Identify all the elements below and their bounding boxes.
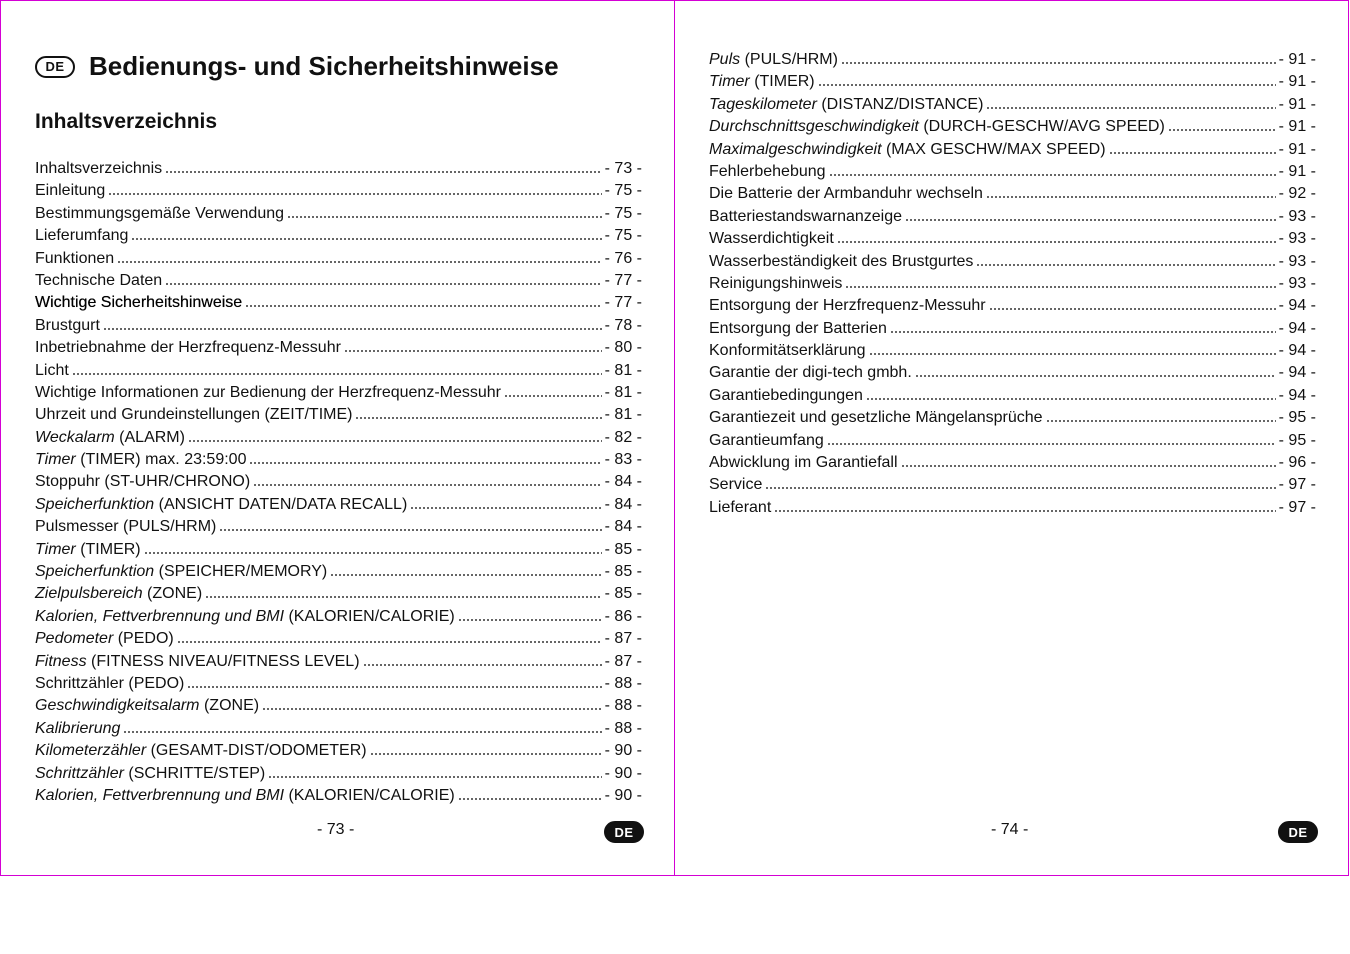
- dot-leader: [1046, 408, 1276, 422]
- toc-entry[interactable]: [35, 696, 642, 718]
- toc-entry-label: [709, 499, 771, 517]
- toc-entry[interactable]: [35, 674, 642, 696]
- toc-page-number: - 91 -: [1278, 118, 1316, 136]
- toc-entry-italic: Timer: [709, 73, 750, 91]
- toc-entry-text: Schrittzähler (PEDO): [35, 674, 185, 692]
- dot-leader: [837, 229, 1276, 243]
- toc-entry-text: (DISTANZ/DISTANCE): [816, 95, 984, 113]
- toc-entry-label: [35, 541, 141, 559]
- toc-entry-label: [709, 409, 1043, 427]
- toc-entry-italic: Timer: [35, 451, 76, 469]
- toc-page-number: - 75 -: [604, 204, 642, 222]
- toc-page-number: - 94 -: [1278, 364, 1316, 382]
- toc-entry-italic: Tageskilometer: [709, 95, 817, 113]
- toc-page-number: - 81 -: [604, 361, 642, 379]
- toc-entry-label: [35, 787, 455, 805]
- toc-entry-text: Garantie der digi-tech gmbh.: [709, 364, 912, 382]
- toc-page-number: - 91 -: [1278, 95, 1316, 113]
- toc-entry-label: [709, 208, 902, 226]
- dot-leader: [205, 584, 602, 598]
- toc-entry[interactable]: [709, 274, 1316, 296]
- toc-entry[interactable]: [709, 319, 1316, 341]
- page-number: - 74 -: [991, 821, 1029, 838]
- dot-leader: [1109, 140, 1276, 154]
- dot-leader: [177, 629, 602, 643]
- toc-entry-label: [709, 185, 983, 203]
- toc-page-number: - 97 -: [1278, 476, 1316, 494]
- toc-page-number: - 77 -: [604, 294, 642, 312]
- toc-entry-italic: Speicherfunktion: [35, 563, 155, 581]
- footer-language-badge: DE: [604, 821, 644, 843]
- toc-entry-text: Garantieumfang: [709, 431, 824, 449]
- toc-page-number: - 85 -: [604, 540, 642, 558]
- dot-leader: [123, 719, 601, 733]
- dot-leader: [72, 361, 602, 375]
- toc-page-number: - 88 -: [604, 697, 642, 715]
- toc-entry[interactable]: [709, 386, 1316, 408]
- toc-entry-text: (PEDO): [113, 630, 174, 648]
- toc-entry[interactable]: [709, 296, 1316, 318]
- dot-leader: [165, 159, 601, 173]
- toc-page-number: - 88 -: [604, 674, 642, 692]
- toc-entry[interactable]: [35, 405, 642, 427]
- toc-entry-text: Lieferant: [709, 498, 772, 516]
- dot-leader: [287, 204, 602, 218]
- toc-page-number: - 90 -: [604, 764, 642, 782]
- toc-entry-label: [35, 496, 407, 514]
- toc-entry-italic: Geschwindigkeitsalarm: [35, 697, 200, 715]
- toc-page-number: - 94 -: [1278, 342, 1316, 360]
- toc-entry-label: [709, 476, 762, 494]
- toc-page-number: - 92 -: [1278, 185, 1316, 203]
- toc-entry-text: (PULS/HRM): [740, 51, 838, 68]
- toc-entry-label: [709, 432, 824, 450]
- toc-page-number: - 93 -: [1278, 230, 1316, 248]
- toc-entry[interactable]: [709, 95, 1316, 117]
- toc-list-left: [35, 159, 642, 808]
- toc-entry[interactable]: [35, 472, 642, 494]
- toc-entry-label: [709, 454, 898, 472]
- toc-entry-text: Funktionen: [35, 249, 115, 267]
- dot-leader: [890, 319, 1276, 333]
- dot-leader: [905, 207, 1276, 221]
- toc-entry[interactable]: [709, 341, 1316, 363]
- toc-entry-label: [35, 697, 259, 715]
- dot-leader: [504, 383, 602, 397]
- toc-entry[interactable]: [35, 607, 642, 629]
- toc-entry-text: Entsorgung der Herzfrequenz-Messuhr: [709, 297, 986, 315]
- toc-entry-text: Uhrzeit und Grundeinstellungen (ZEIT/TIME): [35, 406, 353, 424]
- dot-leader: [253, 472, 602, 486]
- toc-page-number: - 84 -: [604, 495, 642, 513]
- toc-entry-label: [709, 141, 1106, 159]
- toc-entry[interactable]: [35, 338, 642, 360]
- dot-leader: [915, 363, 1276, 377]
- toc-entry-text: Service: [709, 476, 763, 494]
- toc-page-number: - 84 -: [604, 518, 642, 536]
- dot-leader: [986, 95, 1275, 109]
- toc-entry-text: Pulsmesser (PULS/HRM): [35, 518, 217, 536]
- toc-entry-label: [35, 585, 202, 603]
- toc-entry-label: [35, 272, 162, 290]
- toc-entry[interactable]: [35, 226, 642, 248]
- toc-entry-label: [709, 118, 1165, 136]
- toc-entry-text: Garantiebedingungen: [709, 386, 863, 404]
- toc-entry-label: [35, 182, 105, 200]
- toc-entry[interactable]: [709, 453, 1316, 475]
- right-page: [674, 0, 1349, 876]
- toc-page-number: - 95 -: [1278, 409, 1316, 427]
- toc-entry-text: (TIMER): [75, 540, 141, 558]
- toc-entry-text: Reinigungshinweis: [709, 274, 843, 292]
- dot-leader: [165, 271, 601, 285]
- toc-entry-label: [35, 451, 246, 469]
- dot-leader: [245, 293, 601, 307]
- toc-entry-text: Wichtige Sicherheitshinweise: [35, 294, 243, 312]
- toc-entry[interactable]: [35, 249, 642, 271]
- toc-entry[interactable]: [35, 764, 642, 786]
- toc-entry-italic: Schrittzähler: [35, 764, 124, 782]
- dot-leader: [344, 338, 602, 352]
- toc-entry-text: Inhaltsverzeichnis: [35, 160, 163, 177]
- toc-entry[interactable]: [35, 652, 642, 674]
- toc-entry[interactable]: [35, 361, 642, 383]
- toc-entry-label: [709, 275, 842, 293]
- toc-entry[interactable]: [35, 741, 642, 763]
- toc-entry-label: [709, 73, 815, 91]
- toc-entry[interactable]: [35, 786, 642, 808]
- toc-entry-text: Konformitätserklärung: [709, 342, 866, 360]
- dot-leader: [144, 540, 602, 554]
- toc-page-number: - 81 -: [604, 383, 642, 401]
- dot-leader: [410, 495, 601, 509]
- toc-page-number: - 77 -: [604, 271, 642, 289]
- toc-entry-text: Stoppuhr (ST-UHR/CHRONO): [35, 473, 251, 491]
- dot-leader: [262, 696, 602, 710]
- toc-entry-text: (TIMER): [749, 73, 815, 91]
- toc-page-number: - 75 -: [604, 182, 642, 200]
- toc-entry-italic: Speicherfunktion: [35, 495, 155, 513]
- toc-entry[interactable]: [35, 562, 642, 584]
- toc-entry[interactable]: [35, 181, 642, 203]
- toc-entry-text: Batteriestandswarnanzeige: [709, 207, 903, 225]
- dot-leader: [370, 741, 602, 755]
- toc-page-number: - 91 -: [1278, 51, 1316, 68]
- toc-entry[interactable]: [709, 229, 1316, 251]
- toc-entry[interactable]: [709, 252, 1316, 274]
- toc-page-number: - 86 -: [604, 607, 642, 625]
- dot-leader: [1168, 117, 1276, 131]
- toc-entry-label: [35, 518, 216, 536]
- toc-heading: Inhaltsverzeichnis: [35, 110, 218, 133]
- dot-leader: [986, 184, 1276, 198]
- dot-leader: [458, 786, 602, 800]
- toc-page-number: - 90 -: [604, 786, 642, 804]
- toc-entry-italic: Kalorien, Fettverbrennung und BMI: [35, 607, 285, 625]
- language-badge: DE: [35, 56, 75, 78]
- toc-page-number: - 88 -: [604, 719, 642, 737]
- dot-leader: [989, 296, 1276, 310]
- toc-page-number: - 82 -: [604, 428, 642, 446]
- toc-entry-text: (ZONE): [199, 697, 260, 715]
- toc-entry-label: [709, 163, 826, 181]
- toc-entry-text: (GESAMT-DIST/ODOMETER): [146, 742, 367, 760]
- toc-entry-text: (DURCH-GESCHW/AVG SPEED): [918, 118, 1165, 136]
- toc-entry-text: Garantiezeit und gesetzliche Mängelansprüche: [709, 409, 1043, 427]
- dot-leader: [818, 72, 1276, 86]
- toc-entry-italic: Weckalarm: [35, 428, 115, 446]
- toc-entry-label: [35, 473, 250, 491]
- toc-entry[interactable]: [35, 540, 642, 562]
- dot-leader: [866, 386, 1276, 400]
- toc-entry-text: (MAX GESCHW/MAX SPEED): [881, 140, 1106, 158]
- dot-leader: [869, 341, 1276, 355]
- toc-entry[interactable]: [709, 50, 1316, 72]
- toc-entry-text: Abwicklung im Garantiefall: [709, 454, 898, 472]
- footer-language-badge: DE: [1278, 821, 1318, 843]
- toc-entry-label: [709, 364, 912, 382]
- page-number: - 73 -: [317, 821, 355, 838]
- toc-entry-label: [35, 294, 242, 312]
- dot-leader: [458, 607, 602, 621]
- toc-page-number: - 97 -: [1278, 498, 1316, 516]
- toc-page-number: - 87 -: [604, 630, 642, 648]
- toc-page-number: - 93 -: [1278, 252, 1316, 270]
- toc-page-number: - 87 -: [604, 652, 642, 670]
- toc-entry-italic: Kalorien, Fettverbrennung und BMI: [35, 786, 285, 804]
- toc-entry-italic: Pedometer: [35, 630, 114, 648]
- toc-entry-text: Brustgurt: [35, 316, 100, 334]
- toc-entry-label: [35, 675, 184, 693]
- toc-entry-label: [35, 227, 128, 245]
- toc-page-number: - 90 -: [604, 742, 642, 760]
- toc-entry[interactable]: [709, 408, 1316, 430]
- toc-page-number: - 75 -: [604, 227, 642, 245]
- toc-entry-label: [35, 362, 69, 380]
- toc-page-number: - 95 -: [1278, 431, 1316, 449]
- toc-entry-label: [35, 653, 360, 671]
- toc-entry[interactable]: [709, 117, 1316, 139]
- toc-entry[interactable]: [35, 383, 642, 405]
- left-page: [0, 0, 675, 876]
- dot-leader: [131, 226, 601, 240]
- toc-entry-text: (FITNESS NIVEAU/FITNESS LEVEL): [86, 652, 360, 670]
- dot-leader: [219, 517, 601, 531]
- toc-entry-label: [35, 205, 284, 223]
- dot-leader: [841, 50, 1276, 64]
- toc-entry-label: [709, 96, 983, 114]
- dot-leader: [827, 431, 1276, 445]
- toc-entry-italic: Maximalgeschwindigkeit: [709, 140, 882, 158]
- toc-entry-text: (SPEICHER/MEMORY): [154, 563, 328, 581]
- toc-entry-label: [35, 250, 114, 268]
- toc-entry-italic: Zielpulsbereich: [35, 585, 143, 603]
- toc-entry-label: [35, 630, 174, 648]
- toc-entry[interactable]: [35, 316, 642, 338]
- toc-entry-italic: Fitness: [35, 652, 87, 670]
- toc-entry-text: Wasserbeständigkeit des Brustgurtes: [709, 252, 974, 270]
- toc-page-number: - 94 -: [1278, 386, 1316, 404]
- toc-page-number: - 96 -: [1278, 454, 1316, 472]
- toc-page-number: - 91 -: [1278, 73, 1316, 91]
- toc-entry-text: Lieferumfang: [35, 227, 129, 245]
- toc-entry-text: (KALORIEN/CALORIE): [284, 607, 455, 625]
- toc-entry[interactable]: [709, 72, 1316, 94]
- toc-page-number: - 94 -: [1278, 319, 1316, 337]
- toc-entry[interactable]: [709, 184, 1316, 206]
- toc-entry-label: [709, 51, 838, 69]
- toc-entry-label: [35, 608, 455, 626]
- toc-entry-label: [35, 317, 100, 335]
- toc-page-number: - 84 -: [604, 473, 642, 491]
- toc-entry[interactable]: [709, 207, 1316, 229]
- toc-entry-text: (TIMER) max. 23:59:00: [75, 451, 247, 469]
- toc-entry-label: [709, 297, 986, 315]
- toc-list-right: [709, 50, 1316, 520]
- toc-entry-italic: Kilometerzähler: [35, 742, 147, 760]
- toc-entry[interactable]: [35, 495, 642, 517]
- toc-page-number: - 81 -: [604, 406, 642, 424]
- dot-leader: [117, 249, 601, 263]
- toc-entry-italic: Puls: [709, 51, 741, 68]
- dot-leader: [829, 162, 1276, 176]
- chapter-header: [35, 51, 559, 82]
- toc-entry[interactable]: [35, 450, 642, 472]
- toc-entry-label: [35, 720, 120, 738]
- toc-entry-text: Licht: [35, 361, 69, 379]
- toc-page-number: - 85 -: [604, 585, 642, 603]
- toc-entry-text: Entsorgung der Batterien: [709, 319, 887, 337]
- dot-leader: [330, 562, 601, 576]
- toc-entry-text: Wichtige Informationen zur Bedienung der Herzfrequenz-Messuhr: [35, 383, 502, 401]
- toc-page-number: - 83 -: [604, 451, 642, 469]
- dot-leader: [188, 428, 602, 442]
- toc-entry[interactable]: [35, 428, 642, 450]
- toc-entry-text: Bestimmungsgemäße Verwendung: [35, 204, 285, 222]
- page-title: Bedienungs- und Sicherheitshinweise: [89, 51, 559, 81]
- toc-entry-label: [709, 387, 863, 405]
- toc-entry[interactable]: [35, 271, 642, 293]
- toc-entry[interactable]: [709, 431, 1316, 453]
- toc-entry[interactable]: [35, 584, 642, 606]
- toc-entry-label: [35, 160, 162, 178]
- toc-entry-text: Inbetriebnahme der Herzfrequenz-Messuhr: [35, 339, 341, 357]
- toc-entry-text: Wasserdichtigkeit: [709, 230, 834, 248]
- toc-entry[interactable]: [35, 719, 642, 741]
- toc-entry-label: [35, 384, 501, 402]
- toc-entry[interactable]: [709, 498, 1316, 520]
- dot-leader: [901, 453, 1276, 467]
- toc-page-number: - 85 -: [604, 563, 642, 581]
- toc-page-number: - 80 -: [604, 339, 642, 357]
- toc-entry[interactable]: [709, 475, 1316, 497]
- toc-entry[interactable]: [35, 629, 642, 651]
- toc-page-number: - 91 -: [1278, 162, 1316, 180]
- toc-entry[interactable]: [35, 159, 642, 181]
- toc-entry-label: [35, 339, 341, 357]
- toc-entry-italic: Kalibrierung: [35, 719, 121, 737]
- dot-leader: [103, 316, 602, 330]
- dot-leader: [187, 674, 601, 688]
- toc-entry[interactable]: [709, 363, 1316, 385]
- toc-entry-label: [35, 742, 367, 760]
- dot-leader: [355, 405, 601, 419]
- dot-leader: [774, 498, 1275, 512]
- toc-entry-label: [35, 429, 185, 447]
- toc-entry-text: (KALORIEN/CALORIE): [284, 786, 455, 804]
- dot-leader: [845, 274, 1275, 288]
- toc-entry-text: Einleitung: [35, 182, 106, 200]
- toc-page-number: - 93 -: [1278, 207, 1316, 225]
- toc-entry-label: [709, 320, 887, 338]
- toc-page-number: - 73 -: [604, 160, 642, 177]
- toc-entry-text: (SCHRITTE/STEP): [123, 764, 266, 782]
- toc-entry-label: [35, 406, 352, 424]
- dot-leader: [976, 252, 1275, 266]
- toc-page-number: - 93 -: [1278, 274, 1316, 292]
- toc-entry-text: Fehlerbehebung: [709, 162, 826, 180]
- toc-entry-text: Die Batterie der Armbanduhr wechseln: [709, 185, 983, 203]
- dot-leader: [363, 652, 602, 666]
- toc-entry-label: [35, 765, 265, 783]
- toc-entry[interactable]: [35, 293, 642, 315]
- toc-entry-label: [35, 563, 327, 581]
- toc-entry-text: Technische Daten: [35, 271, 163, 289]
- toc-entry-text: (ALARM): [114, 428, 185, 446]
- toc-entry-italic: Timer: [35, 540, 76, 558]
- dot-leader: [108, 181, 601, 195]
- dot-leader: [268, 764, 601, 778]
- toc-page-number: - 91 -: [1278, 140, 1316, 158]
- toc-entry[interactable]: [709, 140, 1316, 162]
- toc-entry-text: (ZONE): [142, 585, 203, 603]
- toc-entry[interactable]: [35, 517, 642, 539]
- toc-entry-label: [709, 342, 866, 360]
- toc-page-number: - 94 -: [1278, 297, 1316, 315]
- toc-entry[interactable]: [709, 162, 1316, 184]
- toc-entry-italic: Durchschnittsgeschwindigkeit: [709, 118, 919, 136]
- toc-page-number: - 78 -: [604, 316, 642, 334]
- toc-entry-label: [709, 253, 973, 271]
- toc-entry-text: (ANSICHT DATEN/DATA RECALL): [154, 495, 408, 513]
- toc-page-number: - 76 -: [604, 249, 642, 267]
- toc-entry[interactable]: [35, 204, 642, 226]
- dot-leader: [765, 475, 1275, 489]
- toc-entry-label: [709, 230, 834, 248]
- dot-leader: [249, 450, 601, 464]
